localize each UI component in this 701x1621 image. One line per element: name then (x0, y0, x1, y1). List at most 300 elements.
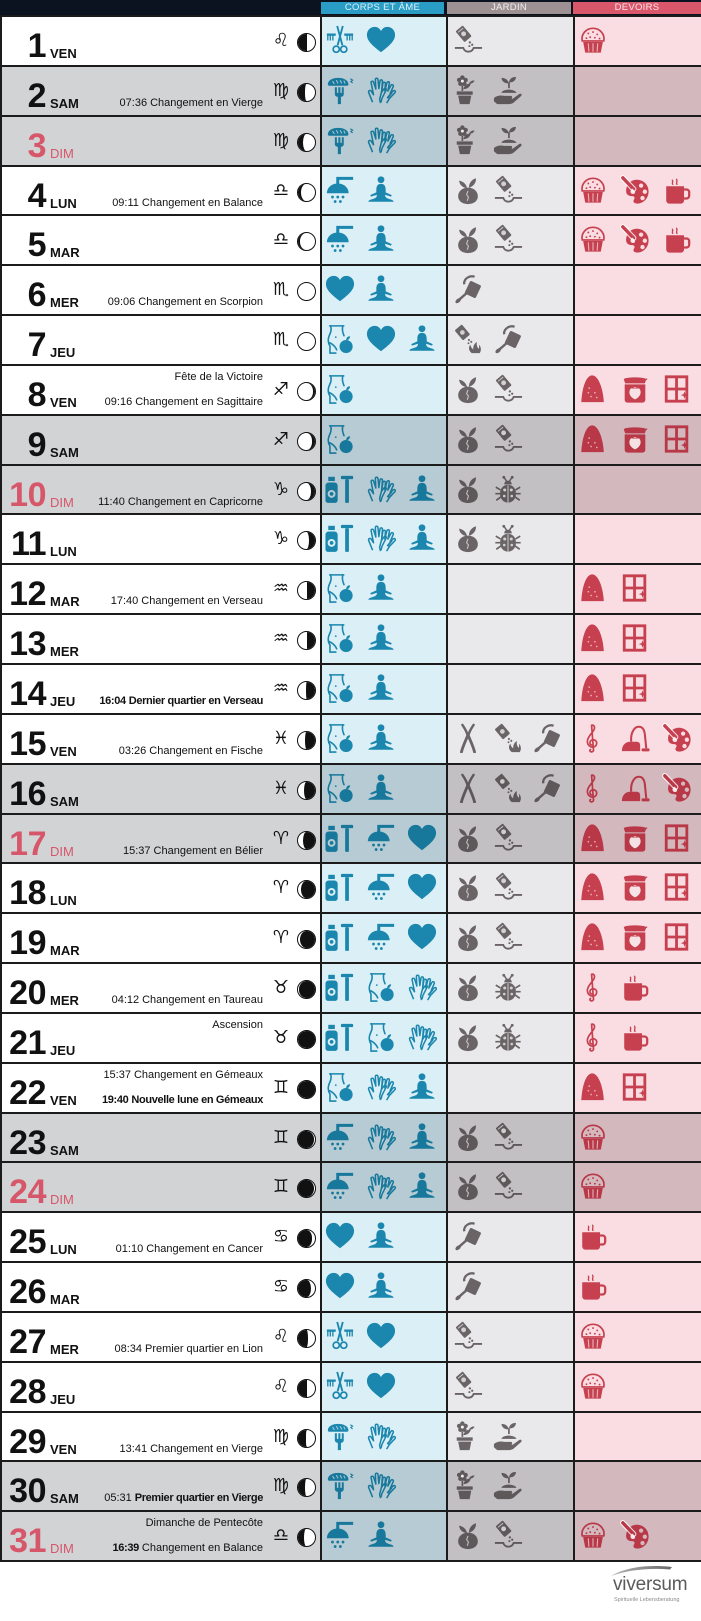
corps-icon-list (325, 424, 355, 454)
zodiac-sign-icon: ♒ (272, 628, 290, 650)
jardin-cell (446, 1363, 573, 1411)
sprout-bulb-icon (453, 374, 483, 404)
event-line (112, 994, 263, 1007)
day-row (0, 1161, 701, 1211)
day-number: 19 (9, 924, 46, 963)
event-time: 01:10 (115, 1243, 144, 1256)
devoirs-cell (573, 1313, 701, 1361)
column-header-devoirs: DEVOIRS (573, 2, 701, 14)
date-cell (0, 1014, 320, 1062)
zodiac-sign-icon: ♉ (272, 1026, 290, 1048)
corps-icon-list (325, 1520, 396, 1550)
plant-hand-icon (493, 1421, 523, 1451)
day-number: 18 (9, 874, 46, 913)
devoirs-cell (573, 665, 701, 713)
event-list (13, 1512, 263, 1560)
devoirs-icon-list (578, 823, 692, 853)
date-cell (0, 366, 320, 414)
event-label: Changement en Vierge (150, 1442, 263, 1455)
event-line (146, 1517, 263, 1530)
devoirs-cell (573, 1363, 701, 1411)
corps-et-ame-cell (320, 1512, 446, 1560)
haircut-icon (325, 25, 355, 55)
meditation-icon (366, 573, 396, 603)
jardin-icon-list (453, 922, 523, 952)
gloves-icon (366, 474, 396, 504)
event-list (13, 765, 263, 813)
meditation-icon (366, 1271, 396, 1301)
date-cell (0, 17, 320, 65)
jardin-cell (446, 366, 573, 414)
shower-icon (325, 1122, 355, 1152)
weekday-label: SAM (50, 95, 79, 111)
corps-et-ame-cell (320, 964, 446, 1012)
moon-phase-icon (297, 1478, 316, 1497)
event-list (13, 1313, 263, 1361)
sow-seeds-icon (453, 25, 483, 55)
event-list (13, 266, 263, 314)
palette-icon (662, 723, 692, 753)
day-number: 16 (9, 774, 46, 813)
water-can-icon (453, 274, 483, 304)
zodiac-sign-icon: ♑ (272, 478, 290, 500)
devoirs-icon-list (578, 1122, 608, 1152)
haircut-icon (325, 1321, 355, 1351)
day-row (0, 1411, 701, 1461)
corps-et-ame-cell (320, 1313, 446, 1361)
devoirs-icon-list (578, 972, 650, 1002)
jardin-cell (446, 266, 573, 314)
corps-et-ame-cell (320, 117, 446, 165)
date-cell (0, 316, 320, 364)
event-list (13, 1114, 263, 1162)
devoirs-cell (573, 715, 701, 763)
zodiac-sign-icon: ♍ (272, 1475, 290, 1497)
devoirs-icon-list (578, 25, 608, 55)
jardin-cell (446, 565, 573, 613)
sow-seeds-icon (493, 1171, 523, 1201)
weekday-label: SAM (50, 1491, 79, 1507)
corps-icon-list (325, 1421, 396, 1451)
sprout-bulb-icon (453, 823, 483, 853)
sprout-bulb-icon (453, 922, 483, 952)
day-row (0, 1361, 701, 1411)
day-number: 31 (9, 1522, 46, 1561)
day-row (0, 414, 701, 464)
event-label: Nouvelle lune en Gémeaux (131, 1093, 263, 1106)
iron-icon (578, 1072, 608, 1102)
day-number: 20 (9, 974, 46, 1013)
jardin-cell (446, 815, 573, 863)
jam-jar-icon (620, 374, 650, 404)
sow-seeds-icon (493, 872, 523, 902)
jardin-icon-list (453, 1321, 483, 1351)
weekday-label: JEU (50, 345, 76, 361)
meditation-icon (407, 324, 437, 354)
jardin-cell (446, 1114, 573, 1162)
event-label: Changement en Verseau (141, 595, 263, 608)
jardin-icon-list (453, 424, 523, 454)
meditation-icon (366, 175, 396, 205)
iron-icon (578, 424, 608, 454)
devoirs-cell (573, 864, 701, 912)
window-icon (662, 872, 692, 902)
mug-icon (620, 972, 650, 1002)
sow-seeds-icon (493, 224, 523, 254)
heart-icon (325, 274, 355, 304)
event-list (13, 1163, 263, 1211)
day-row (0, 663, 701, 713)
shower-icon (366, 872, 396, 902)
sow-seeds-icon (493, 1520, 523, 1550)
sow-seeds-icon (493, 424, 523, 454)
corps-et-ame-cell (320, 815, 446, 863)
date-cell (0, 1462, 320, 1510)
weekday-label: MER (50, 644, 79, 660)
day-number: 6 (27, 276, 46, 315)
weekday-label: JEU (50, 1042, 76, 1058)
water-can-icon (532, 773, 562, 803)
day-row (0, 962, 701, 1012)
date-cell (0, 615, 320, 663)
day-number: 23 (9, 1123, 46, 1162)
jardin-icon-list (453, 75, 523, 105)
heart-icon (407, 922, 437, 952)
corps-icon-list (325, 972, 437, 1002)
day-row (0, 1062, 701, 1112)
day-number: 7 (27, 326, 46, 365)
jardin-icon-list (453, 1520, 523, 1550)
sprout-bulb-icon (453, 1022, 483, 1052)
cutlery-bread-icon (325, 1470, 355, 1500)
corps-et-ame-cell (320, 167, 446, 215)
moon-phase-icon (297, 631, 316, 650)
jardin-icon-list (453, 1171, 523, 1201)
corps-icon-list (325, 823, 437, 853)
event-time: 11:40 (98, 495, 125, 508)
day-row (0, 1012, 701, 1062)
weekday-label: MER (50, 993, 79, 1009)
day-row (0, 65, 701, 115)
zodiac-sign-icon: ♉ (272, 977, 290, 999)
jardin-icon-list (453, 1271, 483, 1301)
jardin-cell (446, 67, 573, 115)
jardin-cell (446, 17, 573, 65)
weekday-label: MER (50, 1341, 79, 1357)
moon-phase-icon (297, 1429, 316, 1448)
zodiac-sign-icon: ♎ (272, 229, 290, 251)
weekday-label: SAM (50, 1142, 79, 1158)
cosmetics-icon (325, 872, 355, 902)
event-list (13, 515, 263, 563)
devoirs-icon-list (578, 673, 650, 703)
moon-phase-icon (297, 382, 316, 401)
day-row (0, 1510, 701, 1560)
event-list (13, 914, 263, 962)
devoirs-cell (573, 316, 701, 364)
event-label: Dimanche de Pentecôte (145, 1517, 263, 1530)
devoirs-cell (573, 964, 701, 1012)
heart-icon (325, 1221, 355, 1251)
sprout-bulb-icon (453, 175, 483, 205)
zodiac-sign-icon: ♈ (272, 827, 290, 849)
treble-clef-icon (578, 773, 608, 803)
corps-icon-list (325, 1221, 396, 1251)
body-apple-icon (325, 723, 355, 753)
event-list (13, 117, 263, 165)
devoirs-icon-list (578, 922, 692, 952)
devoirs-cell (573, 565, 701, 613)
zodiac-sign-icon: ♓ (272, 777, 290, 799)
flower-pot-icon (453, 1470, 483, 1500)
jardin-cell (446, 117, 573, 165)
date-cell (0, 266, 320, 314)
weekday-label: VEN (50, 46, 77, 61)
day-number: 1 (27, 27, 46, 65)
sow-seeds-icon (453, 1371, 483, 1401)
moon-phase-icon (297, 531, 316, 550)
day-row (0, 1261, 701, 1311)
day-row (0, 813, 701, 863)
gloves-icon (407, 972, 437, 1002)
zodiac-sign-icon: ♋ (272, 1276, 290, 1298)
date-cell (0, 565, 320, 613)
iron-icon (578, 673, 608, 703)
day-number: 11 (11, 525, 46, 564)
moon-phase-icon (297, 482, 316, 501)
event-line (175, 371, 263, 384)
devoirs-cell (573, 266, 701, 314)
gloves-icon (366, 1072, 396, 1102)
devoirs-cell (573, 1213, 701, 1261)
corps-et-ame-cell (320, 216, 446, 264)
jardin-icon-list (453, 274, 483, 304)
event-label: Ascension (212, 1018, 263, 1031)
corps-icon-list (325, 175, 396, 205)
weekday-label: MER (50, 295, 79, 311)
date-cell (0, 416, 320, 464)
corps-icon-list (325, 1022, 437, 1052)
event-time: 07:36 (119, 96, 148, 109)
gloves-icon (366, 1421, 396, 1451)
devoirs-cell (573, 416, 701, 464)
day-row (0, 1211, 701, 1261)
event-label: Changement en Balance (141, 196, 263, 209)
event-list (13, 1064, 263, 1112)
cosmetics-icon (325, 474, 355, 504)
day-number: 29 (9, 1422, 46, 1461)
event-list (13, 565, 263, 613)
moon-phase-icon (297, 1229, 316, 1248)
moon-phase-icon (297, 831, 316, 850)
moon-phase-icon (297, 83, 316, 102)
sprout-bulb-icon (453, 972, 483, 1002)
muffin-icon (578, 175, 608, 205)
devoirs-cell (573, 615, 701, 663)
date-cell (0, 1363, 320, 1411)
moon-phase-icon (297, 33, 316, 52)
event-list (13, 1462, 263, 1510)
jardin-icon-list (453, 324, 523, 354)
jardin-cell (446, 1462, 573, 1510)
zodiac-sign-icon: ♊ (272, 1176, 290, 1198)
date-cell (0, 1313, 320, 1361)
event-list (13, 1213, 263, 1261)
meditation-icon (366, 1221, 396, 1251)
jardin-cell (446, 1064, 573, 1112)
water-can-icon (532, 723, 562, 753)
body-apple-icon (325, 374, 355, 404)
day-number: 27 (9, 1322, 46, 1361)
shower-icon (325, 1520, 355, 1550)
zodiac-sign-icon: ♏ (272, 279, 290, 301)
cosmetics-icon (325, 972, 355, 1002)
devoirs-cell (573, 765, 701, 813)
event-time: 09:16 (104, 395, 133, 408)
event-line (123, 845, 263, 858)
corps-icon-list (325, 922, 437, 952)
jardin-icon-list (453, 523, 523, 553)
corps-et-ame-cell (320, 316, 446, 364)
corps-et-ame-cell (320, 615, 446, 663)
jardin-cell (446, 1263, 573, 1311)
devoirs-cell (573, 466, 701, 514)
muffin-icon (578, 1171, 608, 1201)
jardin-cell (446, 416, 573, 464)
corps-et-ame-cell (320, 366, 446, 414)
jardin-icon-list (453, 25, 483, 55)
event-time: 19:40 (102, 1093, 129, 1106)
weekday-label: DIM (50, 1541, 74, 1557)
event-list (13, 815, 263, 863)
day-row (0, 115, 701, 165)
corps-icon-list (325, 523, 437, 553)
jam-jar-icon (620, 922, 650, 952)
event-line (103, 1069, 263, 1082)
jardin-icon-list (453, 723, 562, 753)
sow-seeds-icon (493, 175, 523, 205)
iron-icon (578, 872, 608, 902)
event-time: 15:37 (123, 844, 151, 857)
palette-icon (620, 175, 650, 205)
day-number: 13 (9, 625, 46, 664)
body-apple-icon (325, 424, 355, 454)
iron-icon (578, 573, 608, 603)
corps-et-ame-cell (320, 515, 446, 563)
zodiac-sign-icon: ♒ (272, 578, 290, 600)
zodiac-sign-icon: ♑ (272, 528, 290, 550)
palette-icon (662, 773, 692, 803)
mug-icon (662, 175, 692, 205)
weekday-label: JEU (50, 693, 76, 709)
jam-jar-icon (620, 424, 650, 454)
mug-icon (620, 1022, 650, 1052)
event-time: 13:41 (119, 1442, 148, 1455)
event-time: 03:26 (118, 744, 147, 757)
corps-icon-list (325, 1470, 396, 1500)
heart-icon (366, 324, 396, 354)
meditation-icon (366, 224, 396, 254)
corps-et-ame-cell (320, 1064, 446, 1112)
cutlery-bread-icon (325, 75, 355, 105)
moon-phase-icon (297, 1279, 316, 1298)
corps-icon-list (325, 1371, 396, 1401)
event-label: Changement en Fische (149, 744, 263, 757)
moon-phase-icon (297, 980, 316, 999)
jardin-cell (446, 316, 573, 364)
event-line (116, 1243, 263, 1256)
devoirs-icon-list (578, 1072, 650, 1102)
moon-phase-icon (297, 183, 316, 202)
event-line (99, 695, 263, 708)
event-line (212, 1019, 263, 1032)
mug-icon (578, 1221, 608, 1251)
devoirs-cell (573, 1114, 701, 1162)
corps-icon-list (325, 1271, 396, 1301)
window-icon (620, 673, 650, 703)
body-apple-icon (325, 1072, 355, 1102)
weekday-label: DIM (50, 494, 74, 510)
muffin-icon (578, 1520, 608, 1550)
jardin-cell (446, 864, 573, 912)
devoirs-icon-list (578, 723, 692, 753)
devoirs-cell (573, 167, 701, 215)
moon-phase-icon (297, 232, 316, 251)
devoirs-cell (573, 1413, 701, 1461)
body-apple-icon (325, 324, 355, 354)
column-header-jardin: JARDIN (447, 2, 571, 14)
weekday-label: MAR (50, 1292, 80, 1308)
day-number: 12 (9, 575, 46, 614)
corps-icon-list (325, 1072, 437, 1102)
day-row (0, 862, 701, 912)
event-list (13, 715, 263, 763)
gloves-icon (366, 1171, 396, 1201)
date-cell (0, 1263, 320, 1311)
moon-phase-icon (297, 581, 316, 600)
column-header-corps-et-ame: CORPS ET ÂME (321, 2, 444, 14)
weekday-label: VEN (50, 1092, 77, 1108)
water-can-icon (453, 1221, 483, 1251)
gloves-icon (407, 1022, 437, 1052)
day-row (0, 15, 701, 65)
corps-et-ame-cell (320, 1263, 446, 1311)
date-cell (0, 665, 320, 713)
weekday-label: LUN (50, 544, 77, 560)
jardin-icon-list (453, 872, 523, 902)
devoirs-icon-list (578, 872, 692, 902)
day-number: 25 (9, 1223, 46, 1262)
event-line (113, 1542, 263, 1555)
jam-jar-icon (620, 872, 650, 902)
event-time: 09:06 (107, 296, 136, 309)
vacuum-icon (620, 773, 650, 803)
day-number: 4 (27, 176, 46, 215)
day-number: 21 (9, 1023, 46, 1062)
window-icon (620, 1072, 650, 1102)
day-row (0, 464, 701, 514)
corps-icon-list (325, 1122, 437, 1152)
weekday-label: LUN (50, 1242, 77, 1258)
jardin-icon-list (453, 374, 523, 404)
meditation-icon (366, 1520, 396, 1550)
bug-icon (493, 523, 523, 553)
fertilize-icon (493, 773, 523, 803)
weekday-label: SAM (50, 793, 79, 809)
treble-clef-icon (578, 723, 608, 753)
day-number: 17 (9, 824, 46, 863)
event-label: Changement en Capricorne (127, 495, 263, 508)
